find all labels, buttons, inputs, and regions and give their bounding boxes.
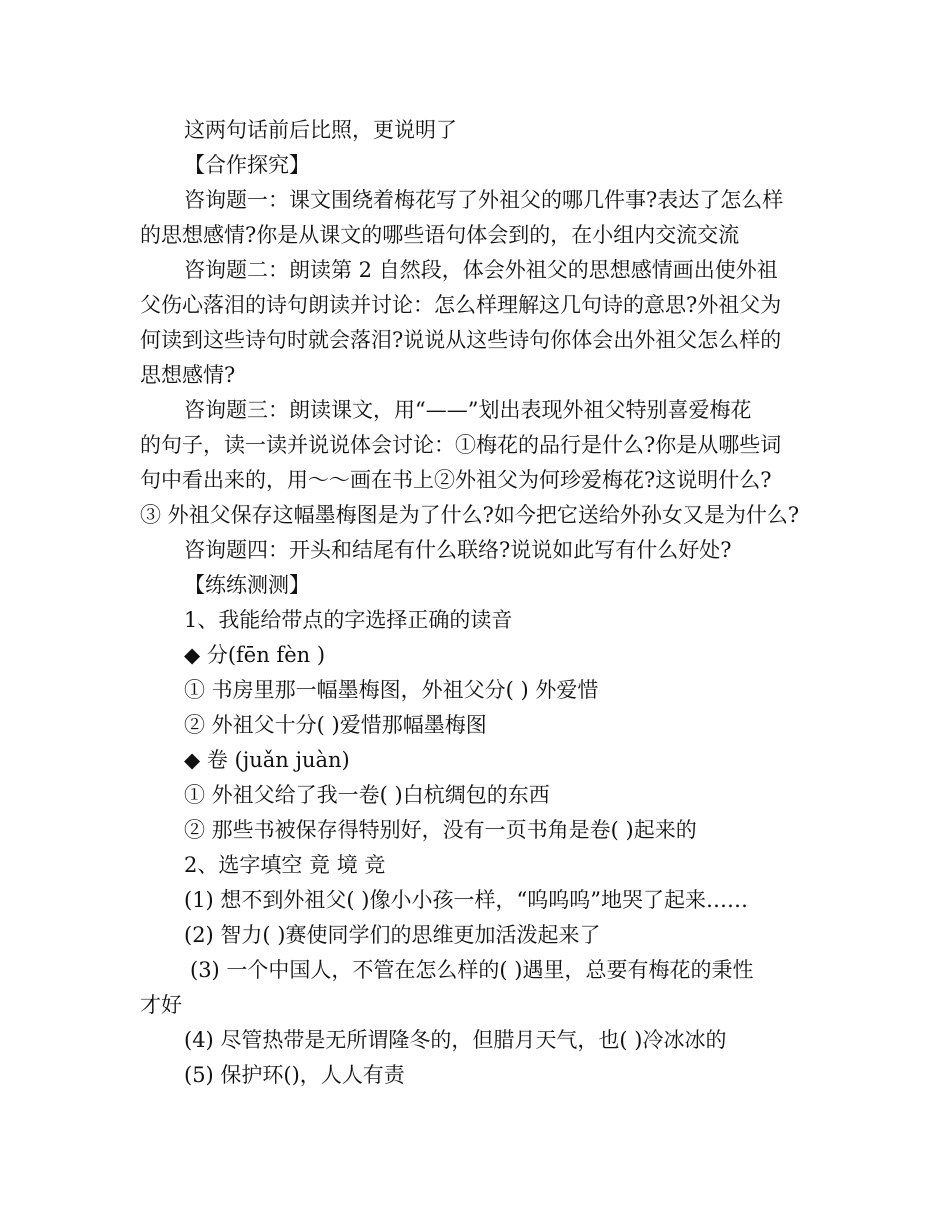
question-1-line-2: 的思想感情?你是从课文的哪些语句体会到的，在小组内交流交流 (140, 223, 740, 247)
question-2-line-4: 思想感情? (140, 363, 236, 387)
exercise-1-prompt: 1、我能给带点的字选择正确的读音 (184, 608, 513, 632)
exercise-1-fen-item-1: ① 书房里那一幅墨梅图，外祖父分( ) 外爱惜 (184, 678, 599, 702)
question-2-line-2: 父伤心落泪的诗句朗读并讨论：怎么样理解这几句诗的意思?外祖父为 (140, 293, 782, 317)
section-heading-practice: 【练练测测】 (184, 573, 310, 597)
exercise-2-item-3-line-2: 才好 (140, 993, 182, 1017)
question-3-line-3: 句中看出来的，用～～画在书上②外祖父为何珍爱梅花?这说明什么? (140, 468, 772, 492)
exercise-1-juan-item-1: ① 外祖父给了我一卷( )白杭绸包的东西 (184, 783, 550, 807)
exercise-1-fen-header: ◆ 分(fēn fèn ) (184, 643, 326, 667)
exercise-1-juan-header: ◆ 卷 (juǎn juàn) (184, 748, 350, 772)
exercise-2-item-5: (5) 保护环()，人人有责 (184, 1063, 405, 1087)
question-4-line-1: 咨询题四：开头和结尾有什么联络?说说如此写有什么好处? (184, 538, 732, 562)
exercise-1-fen-item-2: ② 外祖父十分( )爱惜那幅墨梅图 (184, 713, 487, 737)
question-1-line-1: 咨询题一：课文围绕着梅花写了外祖父的哪几件事?表达了怎么样 (184, 188, 784, 212)
question-3-line-2: 的句子，读一读并说说体会讨论：①梅花的品行是什么?你是从哪些词 (140, 433, 782, 457)
question-3-line-1: 咨询题三：朗读课文，用“——”划出表现外祖父特别喜爱梅花 (184, 398, 752, 422)
exercise-2-item-2: (2) 智力( )赛使同学们的思维更加活泼起来了 (184, 923, 601, 947)
text-line-context: 这两句话前后比照，更说明了 (184, 118, 457, 142)
exercise-2-item-1: (1) 想不到外祖父( )像小小孩一样，“呜呜呜”地哭了起来…… (184, 888, 748, 912)
section-heading-cooperative-inquiry: 【合作探究】 (184, 153, 310, 177)
exercise-2-item-4: (4) 尽管热带是无所谓隆冬的，但腊月天气，也( )冷冰冰的 (184, 1028, 727, 1052)
exercise-2-item-3-line-1: (3) 一个中国人，不管在怎么样的( )遇里，总要有梅花的秉性 (190, 958, 754, 982)
question-2-line-3: 何读到这些诗句时就会落泪?说说从这些诗句你体会出外祖父怎么样的 (140, 328, 782, 352)
exercise-1-juan-item-2: ② 那些书被保存得特别好，没有一页书角是卷( )起来的 (184, 818, 697, 842)
question-3-line-4: ③ 外祖父保存这幅墨梅图是为了什么?如今把它送给外孙女又是为什么? (140, 503, 800, 527)
question-2-line-1: 咨询题二：朗读第 2 自然段，体会外祖父的思想感情画出使外祖 (184, 258, 778, 282)
exercise-2-prompt: 2、选字填空 竟 境 竞 (184, 853, 386, 877)
